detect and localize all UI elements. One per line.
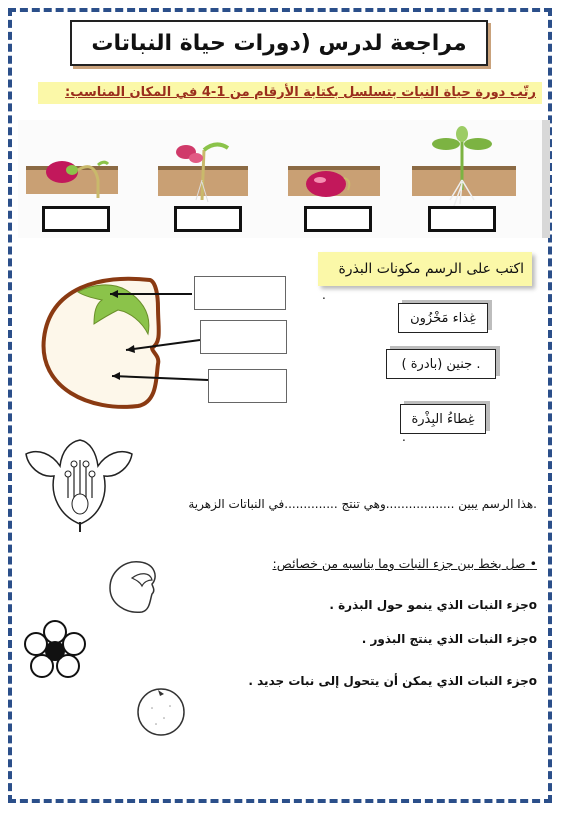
match-heading [273, 556, 537, 571]
seedling-emerging-image [24, 120, 124, 210]
seed-dot-2: . [402, 430, 406, 444]
stage-seedling-emerging [24, 120, 124, 238]
flower-section-image [20, 436, 150, 536]
stage-young-plant [156, 120, 256, 238]
flower-sentence: .هذا الرسم يبين ..................وهي تنتج ..............في النباتات الزهرية [188, 497, 537, 511]
stage-mature-plant [410, 120, 510, 238]
match-bullet: • [529, 556, 537, 571]
life-cycle-stages [18, 120, 550, 238]
order-input-3[interactable] [304, 206, 372, 232]
seed-answer-box-2[interactable] [200, 320, 287, 354]
page-title: مراجعة لدرس (دورات حياة النباتات [70, 20, 488, 66]
flower-image [22, 618, 88, 682]
seed-heading: اكتب على الرسم مكونات البذرة [318, 252, 532, 286]
label-stored-food: غِذاء مَخْزُون [398, 303, 488, 333]
match-item-3: oجزء النبات الذي يمكن أن يتحول إلى نبات جديد . [248, 674, 537, 688]
stage-seed [286, 120, 386, 238]
match-heading-text: صل بخط بين جزء النبات وما يناسبه من خصائص: [272, 556, 526, 571]
seed-image [286, 120, 386, 210]
match-item-1: oجزء النبات الذي ينمو حول البذرة . [329, 598, 537, 612]
mature-plant-image [410, 120, 520, 210]
label-embryo: . جنين (بادرة ) [386, 349, 496, 379]
seed-sketch-image [106, 558, 166, 618]
instruction-text: رتّب دورة حياة النبات بتسلسل بكتابة الأرقام من 1-4 في المكان المناسب: [38, 82, 542, 104]
young-plant-image [156, 120, 256, 210]
seed-answer-box-3[interactable] [208, 369, 287, 403]
seed-dot-1: . [322, 288, 326, 302]
seed-answer-box-1[interactable] [194, 276, 286, 310]
label-seed-coat: غِطاءُ البِذْرة [400, 404, 486, 434]
order-input-2[interactable] [174, 206, 242, 232]
match-item-2: oجزء النبات الذي ينتج البذور . [361, 632, 537, 646]
fruit-image [134, 682, 190, 738]
order-input-1[interactable] [42, 206, 110, 232]
order-input-4[interactable] [428, 206, 496, 232]
